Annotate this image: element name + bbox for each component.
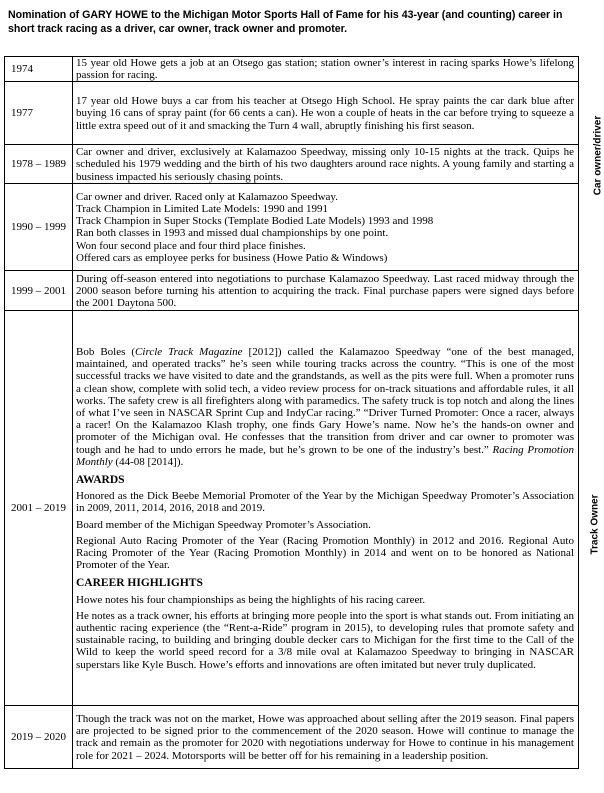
row-description: 15 year old Howe gets a job at an Otsego gas station; station owner’s interest in racing sparks Howe’s lifelong passion for racing. (73, 57, 579, 82)
timeline-row-1974 (5, 57, 579, 82)
timeline-row-2001 (5, 311, 579, 706)
timeline-row-1999 (5, 271, 579, 311)
row-year: 1999 – 2001 (5, 271, 73, 311)
timeline-row-1990 (5, 184, 579, 271)
row-year: 1977 (5, 82, 73, 145)
boles-quote: Bob Boles (Circle Track Magazine [2012]) called the Kalamazoo Speedway “one of the best managed, maintained, and operated tracks” he’s seen while touring tracks across the country. “This is one of the most successful tracks we have visited to date and the grandstands, as well as the pits were full. When a promoter runs a clean show, complete with solid tech, a video review process for on-track situations and affordable rules, it all works. The safety crew is all firefighters along with paramedics. The safety truck is top notch and along the lines of what I’ve seen in NASCAR Sprint Cup and IndyCar racing.” “Driver Turned Promoter: Once a racer, always a racer! On the Kalamazoo Klash trophy, one finds Gary Howe’s name. Now he’s the hands-on owner and promoter of the Michigan oval. He confesses that the transition from driver and car owner to promoter was tough and he had to undo errors he made, but he’s grown to be one of the industry’s best.” Racing Promotion Monthly (44-08 [2014]). (76, 345, 574, 468)
award-item: Board member of the Michigan Speedway Promoter’s Association. (76, 518, 371, 531)
timeline-row-1977 (5, 82, 579, 145)
row-description: 17 year old Howe buys a car from his teacher at Otsego High School. He spray paints the car dark blue after buying 16 cans of spray paint (for 66 cents a can). He won a couple of heats in the car before trying to squeeze a little extra speed out of it and smacking the Turn 4 wall, abruptly finishing his first season. (73, 82, 579, 145)
award-item: Honored as the Dick Beebe Memorial Promoter of the Year by the Michigan Speedway Promoter’s Association in 2009, 2011, 2014, 2016, 2018 and 2019. (76, 490, 574, 515)
highlight-item: Howe notes his four championships as being the highlights of his racing career. (76, 593, 426, 606)
career-timeline-table (4, 56, 579, 769)
awards-heading: AWARDS (76, 474, 125, 486)
page-title: Nomination of GARY HOWE to the Michigan Motor Sports Hall of Fame for his 43-year (and counting) career in short track racing as a driver, car owner, track owner and promoter. (8, 9, 563, 35)
timeline-row-1978 (5, 145, 579, 184)
timeline-row-2019 (5, 706, 579, 769)
row-description: Car owner and driver. Raced only at Kalamazoo Speedway. Track Champion in Limited Late Models: 1990 and 1991 Track Champion in Super Stocks (Template Bodied Late Models) 1993 and 1998 Ran both classes in 1993 and missed dual championships by one point. Won four second place and four third place finishes. Offered cars as employee perks for business (Howe Patio & Windows) (73, 184, 579, 271)
row-year: 2019 – 2020 (5, 706, 73, 769)
track-owner-label: Track Owner (589, 494, 601, 555)
car-owner-driver-label: Car owner/driver (592, 115, 604, 196)
row-description: Though the track was not on the market, Howe was approached about selling after the 2019 season. Final papers are projected to be signed prior to the commencement of the 2020 season. Howe will continue to manage the track and remain as the promoter for 2020 with negotiations underway for Howe to continue in his management role for 2021 – 2024. Motorsports will be better off for his remaining in a leadership position. (73, 706, 579, 769)
career-highlights-heading: CAREER HIGHLIGHTS (76, 577, 203, 590)
row-year: 1974 (5, 57, 73, 82)
row-description: During off-season entered into negotiations to purchase Kalamazoo Speedway. Last raced midway through the 2000 season before turning his attention to acquiring the track. Final purchase papers were signed days before the 2001 Daytona 500. (73, 271, 579, 311)
highlight-item: He notes as a track owner, his efforts at bringing more people into the sport is what stands out. From initiating an authentic racing experience (the “Rent-a-Ride” program in 2015), to developing rules that promote safety and sustainable racing, to building and bringing double decker cars to Michigan for the first time to the Call of the Wild to keep the world speed record for a 3/8 mile oval at Kalamazoo Speedway to bringing in NASCAR superstars like Kyle Busch. Howe’s efforts and innovations are often imitated but never truly duplicated. (76, 609, 574, 671)
row-year: 1990 – 1999 (5, 184, 73, 271)
row-year: 2001 – 2019 (5, 311, 73, 706)
row-description (73, 311, 579, 706)
row-description: Car owner and driver, exclusively at Kalamazoo Speedway, missing only 10-15 nights at the track. Quips he scheduled his 1979 wedding and the birth of his two daughters around race nights. A young family and starting a business impacted his seriously chasing points. (73, 145, 579, 184)
award-item: Regional Auto Racing Promoter of the Year (Racing Promotion Monthly) in 2012 and 2016. Regional Auto Racing Promoter of the Year (Racing Promotion Monthly) in 2014 and went on to be honored as National Promoter of the Year. (76, 534, 574, 572)
row-year: 1978 – 1989 (5, 145, 73, 184)
